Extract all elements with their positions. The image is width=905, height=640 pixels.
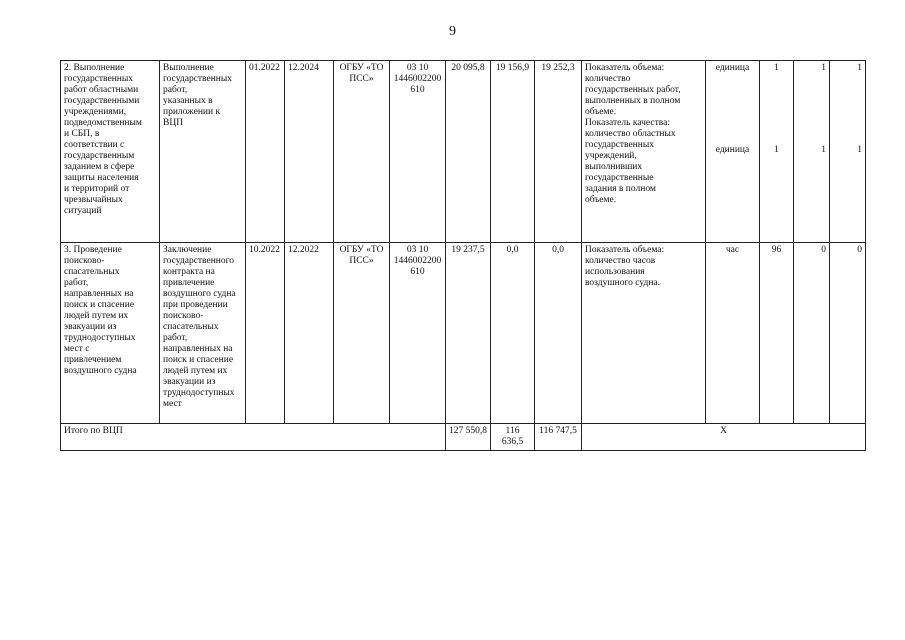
row-target-year-3: 0 bbox=[830, 243, 866, 424]
page-number: 9 bbox=[449, 24, 456, 39]
table-row bbox=[61, 243, 866, 424]
row-name: 2. Выполнение государственных работ областными государственными учреждениями, подведомственным и СБП, в соответствии с государственным заданием в сфере защиты населения и территорий от чрезвычайных ситуаций bbox=[61, 61, 160, 243]
total-row bbox=[61, 424, 866, 451]
row-funding-year-3: 0,0 bbox=[535, 243, 582, 424]
total-funding-year-2: 116 636,5 bbox=[491, 424, 535, 451]
indicator-volume: Показатель объема: количество государственных работ, выполненных в полном объеме. bbox=[585, 63, 681, 117]
row-name: 3. Проведение поисково- спасательных работ, направленных на поиск и спасение людей путем их эвакуации из труднодоступных мест с привлечением воздушного судна bbox=[61, 243, 160, 424]
row-executor: ОГБУ «ТО ПСС» bbox=[334, 243, 390, 424]
row-funding-year-3: 19 252,3 bbox=[535, 61, 582, 243]
unit-volume: единица bbox=[715, 63, 750, 73]
indicator-quality: Показатель качества: количество областных государственных учреждений, выполнивших государственные задания в полном объеме. bbox=[585, 118, 676, 205]
row-budget-code: 03 10 1446002200 610 bbox=[390, 61, 446, 243]
row-executor: ОГБУ «ТО ПСС» bbox=[334, 61, 390, 243]
total-label: Итого по ВЦП bbox=[61, 424, 446, 451]
target-quality: 1 bbox=[857, 145, 862, 155]
row-funding-year-1: 20 095,8 bbox=[446, 61, 491, 243]
row-indicators bbox=[582, 61, 706, 243]
row-funding-year-2: 0,0 bbox=[491, 243, 535, 424]
row-target-year-2: 0 bbox=[794, 243, 830, 424]
total-mark: Х bbox=[582, 424, 866, 451]
program-table bbox=[60, 60, 866, 451]
unit-quality: единица bbox=[715, 145, 750, 155]
indicator-volume: Показатель объема: количество часов использования воздушного судна. bbox=[585, 245, 665, 288]
row-activity: Выполнение государственных работ, указанных в приложении к ВЦП bbox=[160, 61, 246, 243]
row-unit: час bbox=[706, 243, 760, 424]
total-funding-year-1: 127 550,8 bbox=[446, 424, 491, 451]
target-volume: 1 bbox=[774, 63, 779, 73]
target-volume: 1 bbox=[821, 63, 826, 73]
row-start-date: 10.2022 bbox=[246, 243, 285, 424]
row-target-year-3 bbox=[830, 61, 866, 243]
target-volume: 1 bbox=[857, 63, 862, 73]
row-indicators bbox=[582, 243, 706, 424]
total-funding-year-3: 116 747,5 bbox=[535, 424, 582, 451]
row-budget-code: 03 10 1446002200 610 bbox=[390, 243, 446, 424]
row-unit bbox=[706, 61, 760, 243]
target-quality: 1 bbox=[821, 145, 826, 155]
row-start-date: 01.2022 bbox=[246, 61, 285, 243]
row-target-year-1: 96 bbox=[760, 243, 794, 424]
row-funding-year-2: 19 156,9 bbox=[491, 61, 535, 243]
row-end-date: 12.2024 bbox=[285, 61, 334, 243]
row-target-year-2 bbox=[794, 61, 830, 243]
row-activity: Заключение государственного контракта на привлечение воздушного судна при проведении поисково- спасательных работ, направленных на поиск и спасение людей путем их эвакуации из труднодоступных мест bbox=[160, 243, 246, 424]
row-target-year-1 bbox=[760, 61, 794, 243]
row-funding-year-1: 19 237,5 bbox=[446, 243, 491, 424]
row-end-date: 12.2022 bbox=[285, 243, 334, 424]
target-quality: 1 bbox=[774, 145, 779, 155]
table-row bbox=[61, 61, 866, 243]
